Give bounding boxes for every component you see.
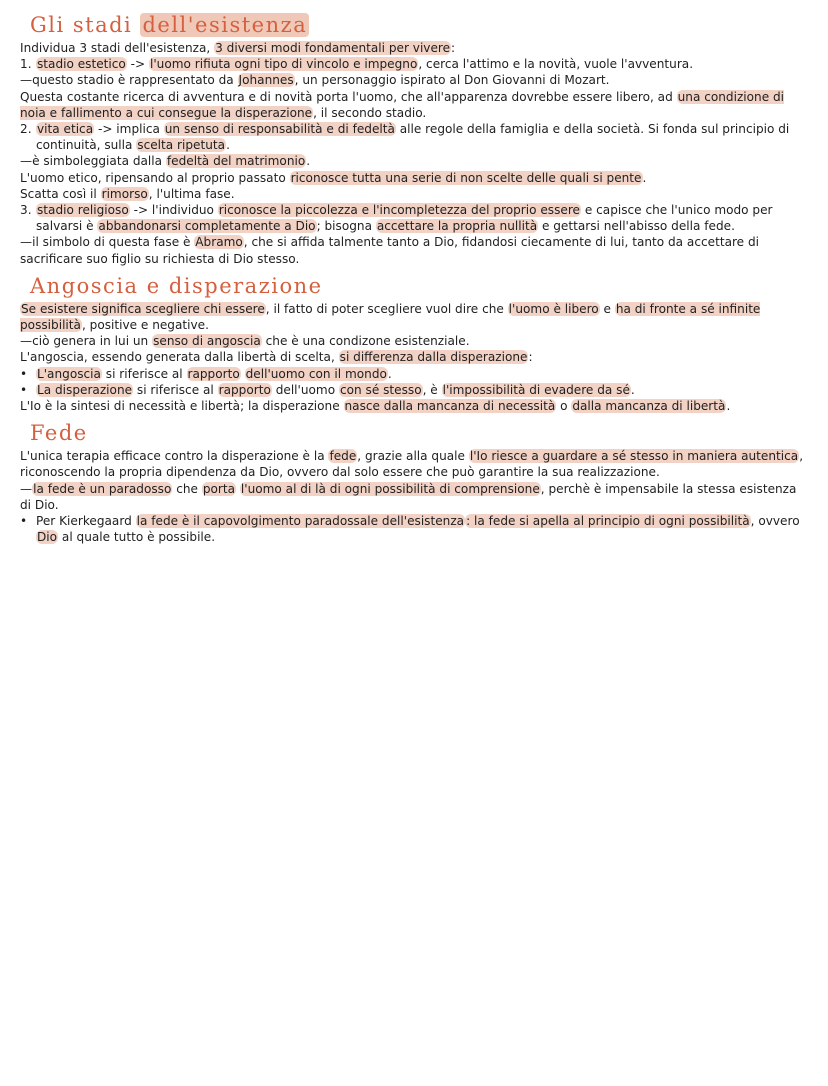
text: . (642, 170, 647, 185)
section-stadi (20, 12, 808, 267)
numbered-item (20, 202, 808, 234)
numbered-item (20, 56, 808, 72)
text: e (599, 301, 615, 316)
text: —è simboleggiata dalla (20, 154, 166, 169)
text: si riferisce al (133, 382, 218, 397)
section-title (30, 420, 808, 446)
highlighted-text: L'angoscia (37, 366, 101, 381)
numbered-item (20, 121, 808, 153)
text: L'unica terapia efficace contro la disperazione è la (20, 449, 329, 464)
highlighted-text: fedeltà del matrimonio (166, 154, 306, 169)
section-angoscia (20, 273, 808, 414)
highlighted-text: 3 diversi modi fondamentali per vivere (215, 41, 451, 55)
highlighted-text: riconosce tutta una serie di non scelte delle quali si pente (290, 170, 642, 185)
highlighted-text: la fede è un paradosso (33, 481, 172, 496)
paragraph (20, 333, 808, 349)
highlighted-text: Johannes (238, 73, 294, 88)
bullet-item (20, 513, 808, 545)
highlighted-text: l'uomo al di là di ogni possibilità di comprensione (240, 481, 540, 496)
highlighted-text: l'uomo è libero (508, 301, 599, 316)
item-marker: • (20, 366, 28, 381)
text: , perchè è impensabile la stessa esistenza di Dio. (20, 481, 797, 512)
paragraph (20, 170, 808, 186)
highlighted-text: la fede è il capovolgimento paradossale dell'esistenza (136, 514, 465, 529)
text: , un personaggio ispirato al Don Giovanni di Mozart. (294, 73, 610, 88)
text: — (20, 481, 33, 496)
highlighted-text: un senso di responsabilità e di fedeltà (164, 122, 395, 137)
text: . (630, 382, 635, 397)
item-marker: 2. (20, 122, 32, 137)
highlighted-text: Se esistere significa scegliere chi essere (21, 301, 265, 316)
highlighted-text: rapporto (187, 366, 240, 381)
paragraph (20, 186, 808, 202)
bullet-item (20, 382, 808, 398)
highlighted-text: l'Io riesce a guardare a sé stesso in maniera autentica (469, 449, 799, 464)
highlighted-text: : la fede si apella al principio di ogni possibilità (466, 514, 750, 529)
paragraph (20, 234, 808, 266)
text: , il secondo stadio. (313, 105, 427, 120)
highlighted-text: rimorso (101, 186, 148, 201)
text: L'angoscia, essendo generata dalla libertà di scelta, (20, 350, 339, 365)
text: , positive e negative. (81, 318, 209, 333)
item-marker: • (20, 514, 28, 529)
section-fede (20, 420, 808, 545)
text: al quale tutto è possibile. (58, 530, 216, 545)
text: , l'ultima fase. (148, 186, 235, 201)
section-title (30, 12, 808, 38)
text: o (556, 399, 572, 414)
text: Individua 3 stadi dell'esistenza, (20, 41, 215, 55)
title-part: dell'esistenza (142, 13, 308, 37)
text: , ovvero (750, 514, 800, 529)
highlighted-text: La disperazione (37, 382, 133, 397)
text: . (726, 399, 731, 414)
highlighted-text: rapporto (218, 382, 271, 397)
highlighted-text: porta (202, 481, 236, 496)
text: , cerca l'attimo e la novità, vuole l'avventura. (418, 57, 694, 72)
highlighted-text: vita etica (37, 122, 94, 137)
text: , è (422, 382, 442, 397)
text: che è una condizone esistenziale. (261, 334, 470, 349)
text: dell'uomo (271, 382, 339, 397)
highlighted-text: nasce dalla mancanza di necessità (344, 399, 556, 414)
paragraph (20, 448, 808, 480)
text: -> (126, 57, 149, 72)
paragraph (20, 153, 808, 169)
highlighted-text: l'uomo rifiuta ogni tipo di vincolo e impegno (150, 57, 418, 72)
text: Questa costante ricerca di avventura e di novità porta l'uomo, che all'apparenza dovrebbe essere libero, ad (20, 89, 677, 104)
paragraph (20, 72, 808, 88)
text: , che si affida talmente tanto a Dio, fidandosi ciecamente di lui, tanto da accettare di sacrificare suo figlio su richiesta di Dio stesso. (20, 235, 760, 266)
highlighted-text: Abramo (195, 235, 243, 250)
highlighted-text: l'impossibilità di evadere da sé (442, 382, 630, 397)
highlighted-text: senso di angoscia (153, 334, 261, 349)
text: Per Kierkegaard (36, 514, 136, 529)
text: . (387, 366, 392, 381)
text: —questo stadio è rappresentato da (20, 73, 238, 88)
highlighted-text: ha di fronte a sé infinite possibilità (20, 301, 761, 333)
paragraph (20, 349, 808, 365)
text: , grazie alla quale (357, 449, 469, 464)
highlighted-text: accettare la propria nullità (376, 219, 538, 234)
item-marker: • (20, 382, 28, 397)
text: . (226, 138, 230, 153)
item-marker: 1. (20, 57, 32, 72)
paragraph (20, 398, 808, 414)
text: . (306, 154, 311, 169)
bullet-item (20, 366, 808, 382)
text: -> l'individuo (129, 203, 218, 218)
title-part: Gli stadi (30, 13, 141, 37)
text: Scatta così il (20, 186, 101, 201)
highlighted-text: stadio religioso (37, 203, 129, 218)
text: che (172, 481, 202, 496)
text: , il fatto di poter scegliere vuol dire che (265, 301, 508, 316)
highlighted-text: dell'uomo con il mondo (245, 366, 387, 381)
paragraph (20, 89, 808, 121)
highlighted-text: stadio estetico (37, 57, 126, 72)
text: e gettarsi nell'abisso della fede. (538, 219, 735, 234)
text: L'uomo etico, ripensando al proprio passato (20, 170, 290, 185)
highlighted-text: scelta ripetuta (137, 138, 226, 153)
highlighted-text: abbandonarsi completamente a Dio (98, 219, 316, 234)
text: si riferisce al (101, 366, 187, 381)
highlighted-text: con sé stesso (339, 382, 422, 397)
text: : (451, 41, 456, 55)
item-marker: 3. (20, 203, 32, 218)
highlighted-text: Dio (37, 530, 58, 545)
highlighted-text: si differenza dalla disperazione (339, 350, 528, 365)
highlighted-text: una condizione di noia e fallimento a cui consegue la disperazione (20, 89, 785, 120)
text: -> implica (94, 122, 164, 137)
text: alle regole della famiglia e della società. Si fonda sul principio di continuità, sulla (36, 122, 790, 153)
title-part: Fede (30, 421, 88, 446)
text: —ciò genera in lui un (20, 334, 153, 349)
paragraph (20, 301, 808, 333)
text: , riconoscendo la propria dipendenza da Dio, ovvero dal solo essere che può garantire la sua realizzazione. (20, 449, 804, 480)
text: —il simbolo di questa fase è (20, 235, 195, 250)
highlighted-text: riconosce la piccolezza e l'incompletezza del proprio essere (218, 203, 580, 218)
text: e capisce che l'unico modo per salvarsi è (36, 203, 773, 234)
title-part: Angoscia e disperazione (30, 273, 323, 298)
text: ; bisogna (316, 219, 376, 234)
text: L'Io è la sintesi di necessità e libertà; la disperazione (20, 399, 344, 414)
highlighted-text: dalla mancanza di libertà (572, 399, 726, 414)
text: : (528, 350, 533, 365)
paragraph (20, 40, 808, 56)
section-title (30, 273, 808, 299)
paragraph (20, 481, 808, 513)
highlighted-text: fede (329, 449, 357, 464)
